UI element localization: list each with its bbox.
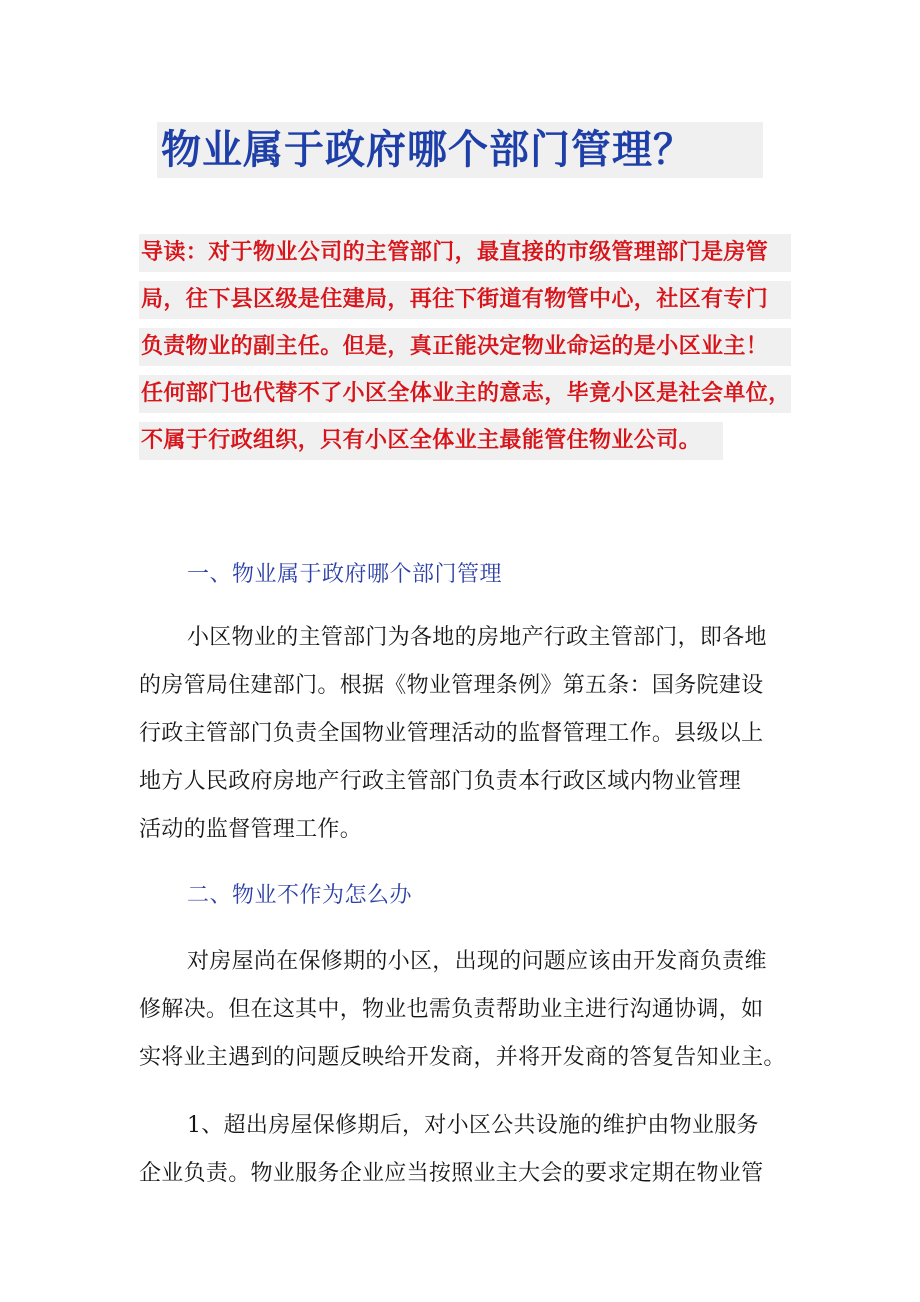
lead-line: 导读：对于物业公司的主管部门，最直接的市级管理部门是房管 xyxy=(139,234,791,272)
paragraph-line: 行政主管部门负责全国物业管理活动的监督管理工作。县级以上 xyxy=(139,721,764,746)
paragraph-line: 活动的监督管理工作。 xyxy=(139,817,363,842)
section-1-paragraph xyxy=(139,614,789,854)
paragraph-line: 修解决。但在这其中，物业也需负责帮助业主进行沟通协调，如 xyxy=(139,997,764,1022)
lead-line: 负责物业的副主任。但是，真正能决定物业命运的是小区业主！ xyxy=(139,328,791,366)
section-2-paragraph xyxy=(139,938,789,1082)
paragraph-line: 1、超出房屋保修期后，对小区公共设施的维护由物业服务 xyxy=(187,1113,759,1138)
paragraph-line: 企业负责。物业服务企业应当按照业主大会的要求定期在物业管 xyxy=(139,1161,764,1186)
lead-line: 不属于行政组织，只有小区全体业主最能管住物业公司。 xyxy=(139,422,723,460)
document-title: 物业属于政府哪个部门管理？ xyxy=(157,122,763,178)
paragraph-line: 小区物业的主管部门为各地的房地产行政主管部门，即各地 xyxy=(187,625,767,650)
lead-paragraph xyxy=(139,234,791,469)
section-1-heading: 一、物业属于政府哪个部门管理 xyxy=(187,562,503,587)
paragraph-line: 对房屋尚在保修期的小区，出现的问题应该由开发商负责维 xyxy=(187,949,767,974)
section-2-heading: 二、物业不作为怎么办 xyxy=(187,883,413,908)
lead-line: 任何部门也代替不了小区全体业主的意志，毕竟小区是社会单位， xyxy=(139,375,791,413)
paragraph-line: 地方人民政府房地产行政主管部门负责本行政区域内物业管理 xyxy=(139,769,742,794)
paragraph-line: 的房管局住建部门。根据《物业管理条例》第五条：国务院建设 xyxy=(139,673,764,698)
lead-line: 局，往下县区级是住建局，再往下街道有物管中心，社区有专门 xyxy=(139,281,791,319)
item-1-paragraph xyxy=(139,1102,789,1198)
paragraph-line: 实将业主遇到的问题反映给开发商，并将开发商的答复告知业主。 xyxy=(139,1045,786,1070)
